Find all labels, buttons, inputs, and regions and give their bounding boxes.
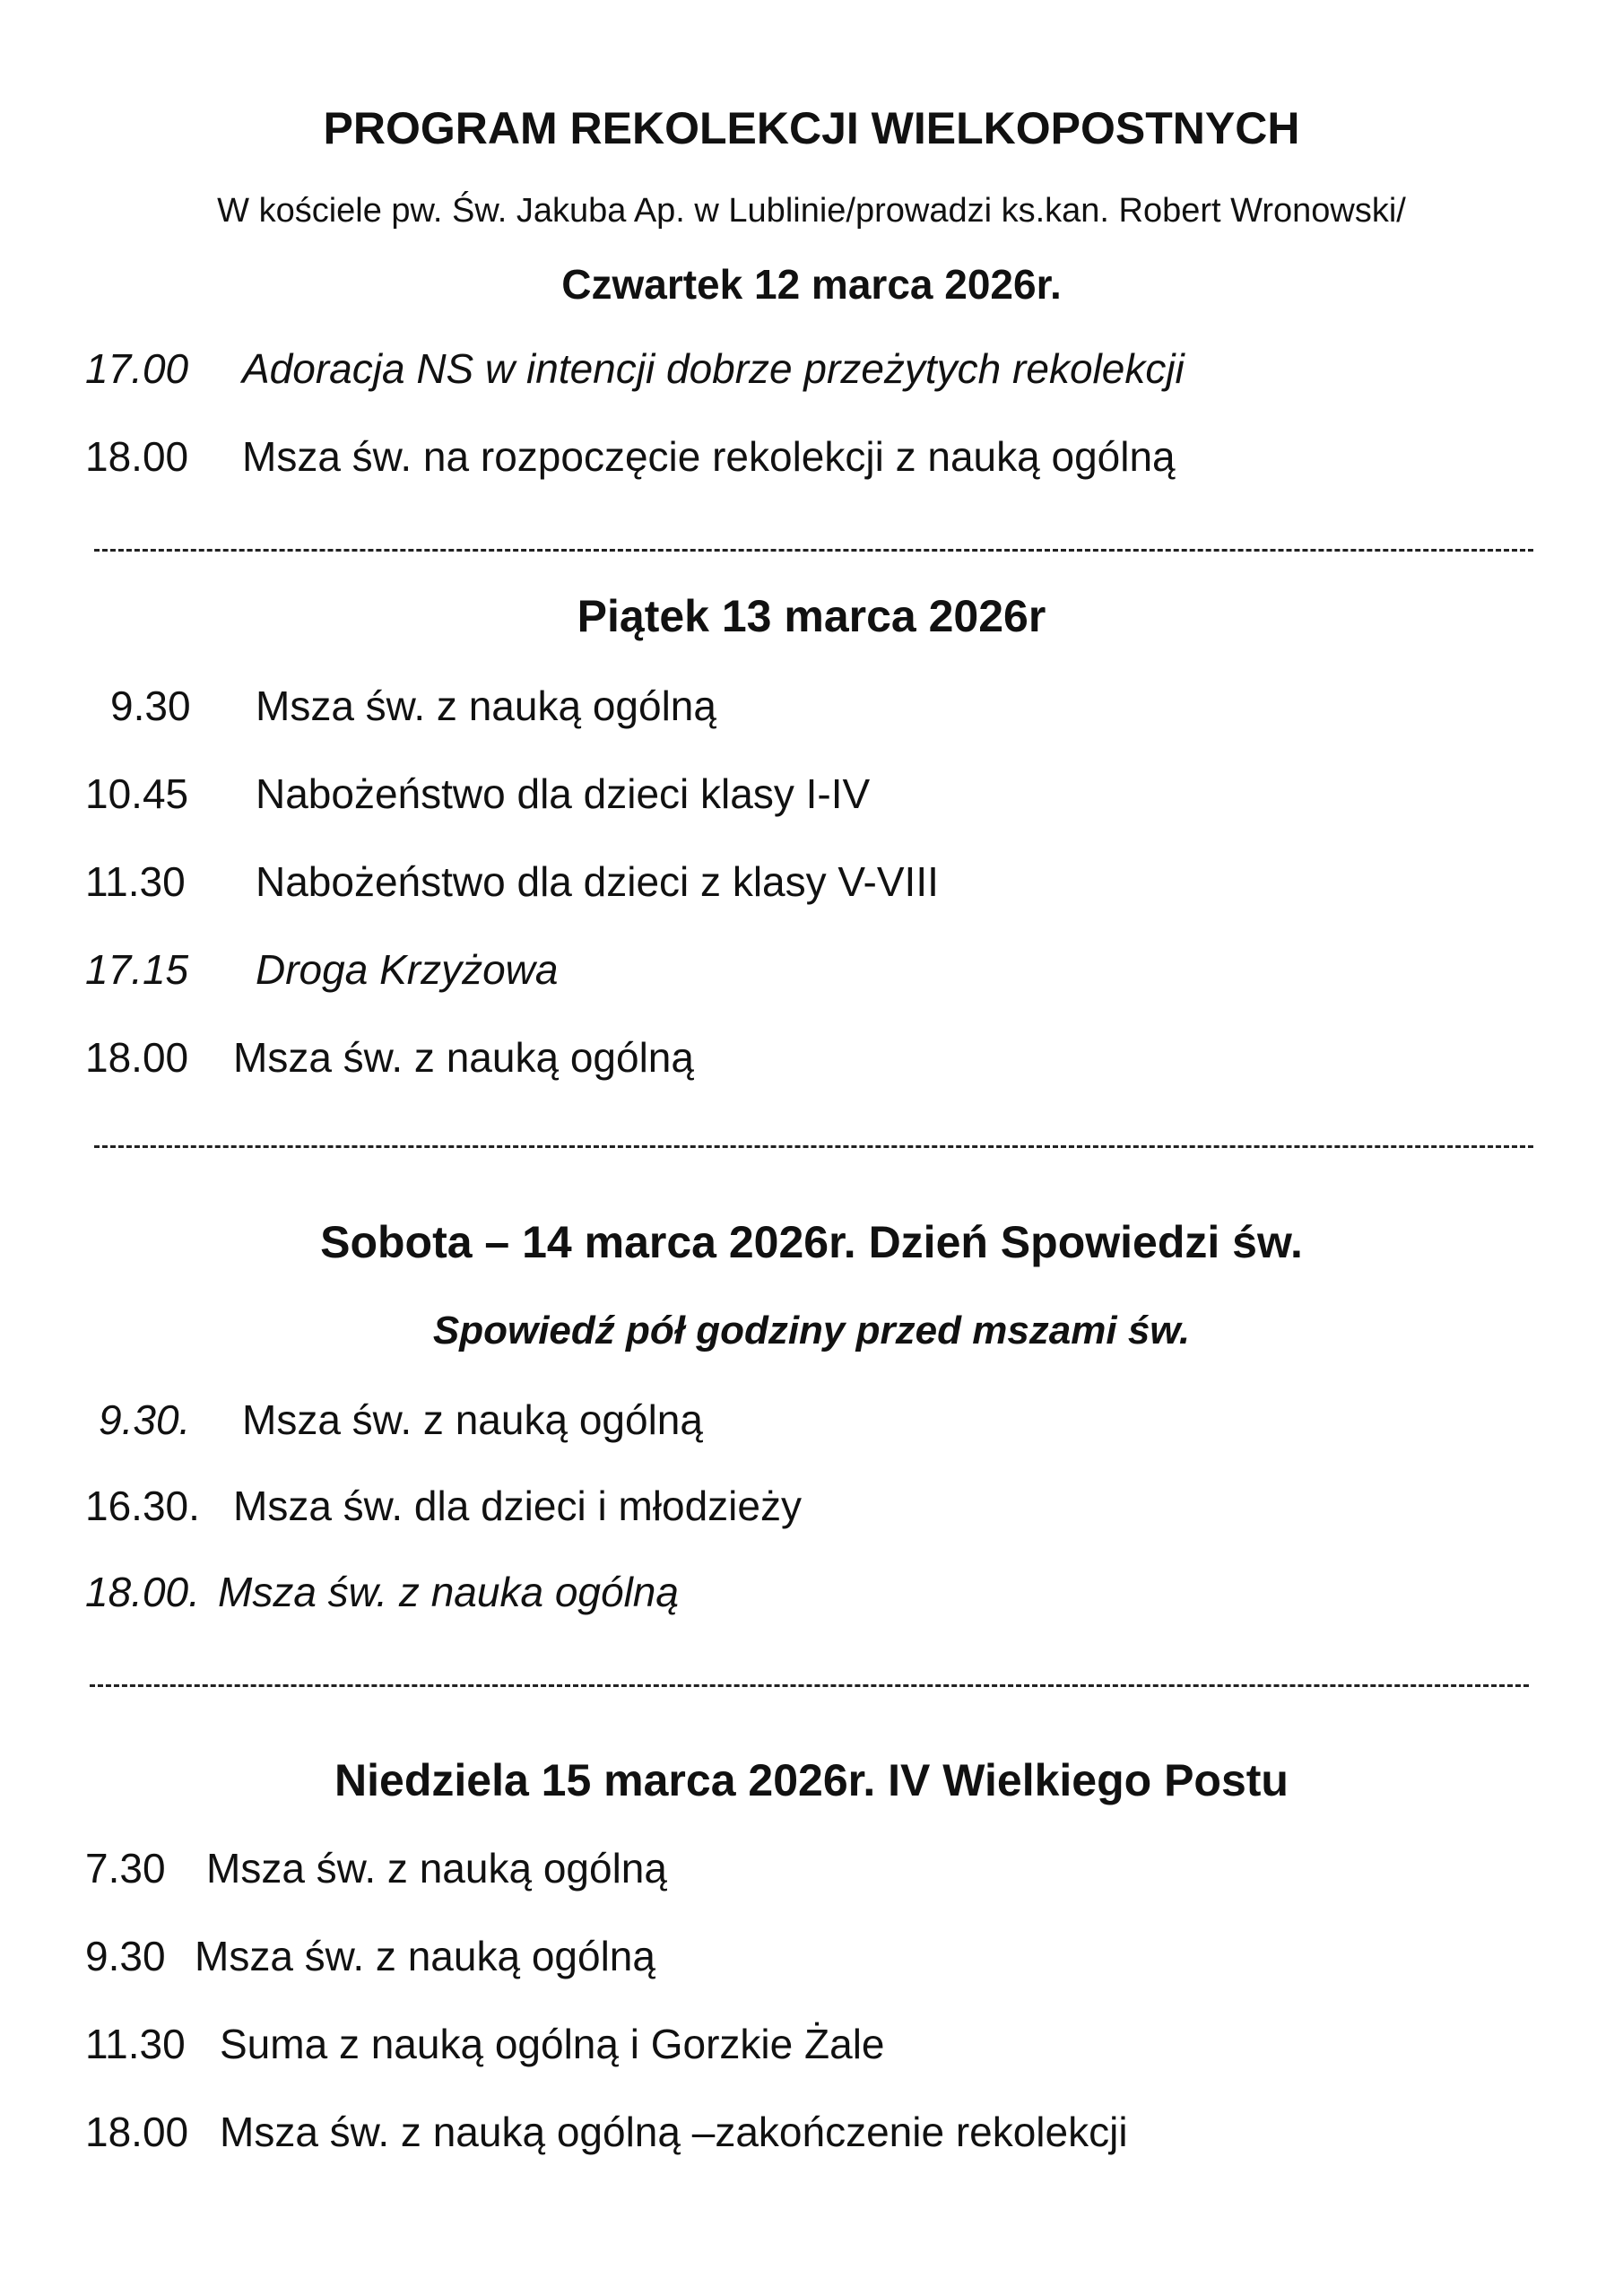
section-divider: [94, 1145, 1533, 1148]
schedule-description: Nabożeństwo dla dzieci z klasy V-VIII: [256, 858, 939, 905]
schedule-description: Nabożeństwo dla dzieci klasy I-IV: [256, 770, 871, 817]
schedule-row: [85, 2111, 1430, 2156]
schedule-time: 18.00: [85, 433, 189, 480]
schedule-row: [85, 946, 1430, 994]
schedule-time: 9.30.: [99, 1396, 191, 1443]
schedule-description: Msza św. dla dzieci i młodzieży: [233, 1483, 802, 1529]
schedule-description: Msza św. z nauką ogólną: [256, 683, 716, 729]
schedule-time: 16.30.: [85, 1483, 200, 1529]
schedule-description: Msza św. z nauką ogólną: [233, 1034, 694, 1081]
schedule-row: [85, 1034, 1430, 1082]
schedule-row: [85, 2023, 1430, 2068]
schedule-time: 18.00: [85, 2109, 189, 2155]
schedule-description: Adoracja NS w intencji dobrze przeżytych rekolekcji: [242, 345, 1185, 392]
section-divider: [94, 549, 1533, 552]
schedule-time: 9.30: [110, 683, 191, 729]
schedule-time: 17.15: [85, 946, 189, 993]
schedule-row: [85, 1935, 1430, 1980]
schedule-description: Msza św. z nauką ogólną: [206, 1845, 667, 1892]
schedule-description: Droga Krzyżowa: [256, 946, 559, 993]
schedule-time: 9.30: [85, 1933, 166, 1979]
schedule-time: 11.30: [85, 2021, 186, 2067]
schedule-row: [85, 858, 1430, 906]
schedule-row: [85, 433, 1430, 481]
schedule-description: Msza św. na rozpoczęcie rekolekcji z nauką ogólną: [242, 433, 1176, 480]
schedule-description: Msza św. z nauką ogólną: [242, 1396, 703, 1443]
page-title: PROGRAM REKOLEKCJI WIELKOPOSTNYCH: [323, 103, 1300, 153]
section-divider: [90, 1684, 1529, 1687]
day-heading-friday: Piątek 13 marca 2026r: [577, 591, 1046, 641]
day-heading-thursday: Czwartek 12 marca 2026r.: [561, 261, 1062, 308]
schedule-time: 11.30: [85, 858, 186, 905]
schedule-row: [85, 345, 1430, 393]
schedule-time: 17.00: [85, 345, 189, 392]
schedule-description: Suma z nauką ogólną i Gorzkie Żale: [220, 2021, 885, 2067]
schedule-row: [85, 685, 1430, 730]
page-subtitle: W kościele pw. Św. Jakuba Ap. w Lublinie/prowadzi ks.kan. Robert Wronowski/: [217, 192, 1406, 230]
schedule-time: 7.30: [85, 1845, 166, 1892]
schedule-row: [85, 1571, 1430, 1616]
schedule-time: 10.45: [85, 770, 189, 817]
confession-note: Spowiedź pół godziny przed mszami św.: [432, 1309, 1191, 1352]
schedule-description: Msza św. z nauką ogólną –zakończenie rekolekcji: [220, 2109, 1128, 2155]
schedule-description: Msza św. z nauka ogólną: [218, 1569, 679, 1615]
schedule-row: [85, 1485, 1430, 1530]
schedule-row: [85, 1396, 1430, 1444]
day-heading-saturday: Sobota – 14 marca 2026r. Dzień Spowiedzi św.: [320, 1217, 1303, 1267]
schedule-time: 18.00.: [85, 1569, 200, 1615]
schedule-row: [85, 1845, 1430, 1892]
schedule-time: 18.00: [85, 1034, 189, 1081]
day-heading-sunday: Niedziela 15 marca 2026r. IV Wielkiego Postu: [334, 1755, 1289, 1805]
schedule-row: [85, 770, 1430, 818]
schedule-description: Msza św. z nauką ogólną: [195, 1933, 655, 1979]
